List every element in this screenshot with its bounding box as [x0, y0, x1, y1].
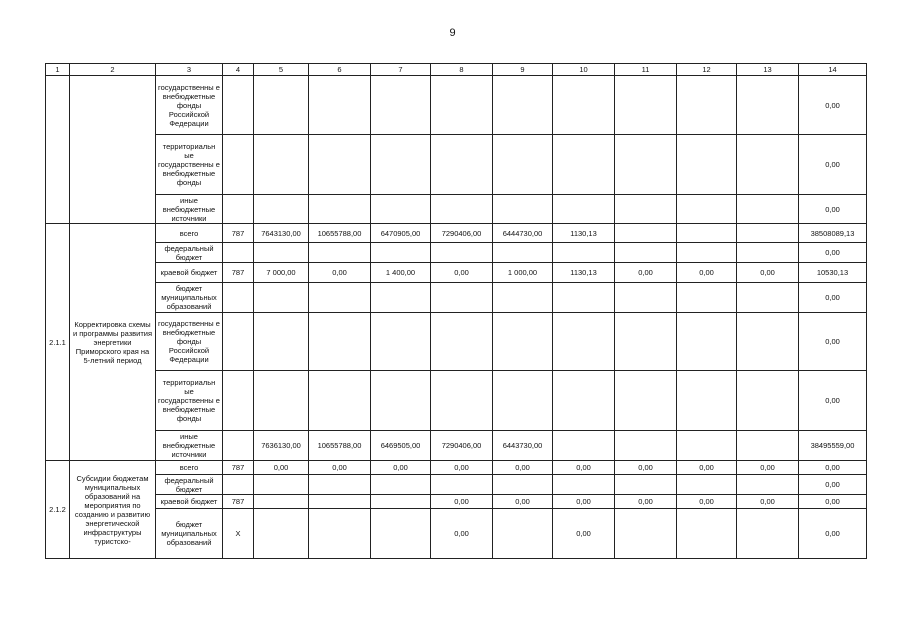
- cell-value: 0,00: [799, 495, 867, 509]
- table-row: [46, 283, 867, 313]
- cell-value: 1130,13: [553, 224, 615, 243]
- cell-value: 0,00: [799, 461, 867, 475]
- cell-value: 0,00: [799, 283, 867, 313]
- cell-value: 7636130,00: [254, 431, 309, 461]
- empty-cell: [46, 76, 70, 224]
- cell-value: 0,00: [799, 76, 867, 135]
- cell-value: 6443730,00: [493, 431, 553, 461]
- table-row: [46, 195, 867, 224]
- item-number: 2.1.1: [46, 224, 70, 461]
- table-row: [46, 135, 867, 195]
- budget-table: [45, 63, 867, 559]
- cell-value: 0,00: [615, 461, 677, 475]
- source-label: территориальн ые государственны е внебюджетные фонды: [156, 371, 223, 431]
- cell-value: 0,00: [737, 495, 799, 509]
- cell-value: 0,00: [431, 263, 493, 283]
- cell-value: 0,00: [553, 509, 615, 559]
- cell-value: 0,00: [493, 461, 553, 475]
- cell-value: 0,00: [431, 495, 493, 509]
- cell-value: 7643130,00: [254, 224, 309, 243]
- cell-value: 1 400,00: [371, 263, 431, 283]
- column-header: 12: [677, 64, 737, 76]
- source-label: государственны е внебюджетные фонды Российской Федерации: [156, 313, 223, 371]
- cell-code: 787: [223, 495, 254, 509]
- cell-code: 787: [223, 224, 254, 243]
- cell-code: X: [223, 509, 254, 559]
- cell-value: 0,00: [553, 461, 615, 475]
- table-row: [46, 371, 867, 431]
- cell-value: 7 000,00: [254, 263, 309, 283]
- cell-value: 0,00: [799, 509, 867, 559]
- table-row: [46, 243, 867, 263]
- table-row: [46, 461, 867, 475]
- table-row: [46, 313, 867, 371]
- cell-value: 38495559,00: [799, 431, 867, 461]
- column-header: 5: [254, 64, 309, 76]
- column-header: 9: [493, 64, 553, 76]
- table-row: [46, 224, 867, 243]
- cell-value: 0,00: [371, 461, 431, 475]
- table-row: [46, 475, 867, 495]
- table-row: [46, 509, 867, 559]
- cell-value: 0,00: [309, 461, 371, 475]
- empty-cell: [70, 76, 156, 224]
- source-label: краевой бюджет: [156, 495, 223, 509]
- column-number-row: [46, 64, 867, 76]
- cell-value: 10655788,00: [309, 224, 371, 243]
- column-header: 3: [156, 64, 223, 76]
- cell-value: 0,00: [254, 461, 309, 475]
- column-header: 4: [223, 64, 254, 76]
- cell-value: 0,00: [615, 495, 677, 509]
- column-header: 6: [309, 64, 371, 76]
- column-header: 8: [431, 64, 493, 76]
- source-label: иные внебюджетные источники: [156, 195, 223, 224]
- cell-value: 0,00: [309, 263, 371, 283]
- cell-value: 0,00: [737, 263, 799, 283]
- source-label: бюджет муниципальных образований: [156, 509, 223, 559]
- cell-value: 0,00: [431, 461, 493, 475]
- item-title: Субсидии бюджетам муниципальных образований на мероприятия по созданию и развитию энергетической инфраструктуры туристско-: [70, 461, 156, 559]
- cell-value: 0,00: [615, 263, 677, 283]
- cell-value: 0,00: [799, 371, 867, 431]
- cell-value: 7290406,00: [431, 431, 493, 461]
- cell-value: 0,00: [431, 509, 493, 559]
- cell-value: 38508089,13: [799, 224, 867, 243]
- source-label: государственны е внебюджетные фонды Российской Федерации: [156, 76, 223, 135]
- source-label: территориальн ые государственны е внебюджетные фонды: [156, 135, 223, 195]
- cell-value: 0,00: [799, 135, 867, 195]
- item-number: 2.1.2: [46, 461, 70, 559]
- column-header: 14: [799, 64, 867, 76]
- cell-value: 0,00: [799, 313, 867, 371]
- item-title: Корректировка схемы и программы развития энергетики Приморского края на 5-летний период: [70, 224, 156, 461]
- source-label: всего: [156, 461, 223, 475]
- cell-value: 1130,13: [553, 263, 615, 283]
- page-number: 9: [449, 27, 456, 39]
- cell-value: 1 000,00: [493, 263, 553, 283]
- source-label: иные внебюджетные источники: [156, 431, 223, 461]
- cell-value: 0,00: [799, 243, 867, 263]
- cell-value: 10655788,00: [309, 431, 371, 461]
- column-header: 11: [615, 64, 677, 76]
- column-header: 1: [46, 64, 70, 76]
- cell-value: 0,00: [737, 461, 799, 475]
- table-row: [46, 263, 867, 283]
- cell-value: 7290406,00: [431, 224, 493, 243]
- column-header: 13: [737, 64, 799, 76]
- cell-value: 0,00: [799, 195, 867, 224]
- source-label: краевой бюджет: [156, 263, 223, 283]
- source-label: бюджет муниципальных образований: [156, 283, 223, 313]
- cell-value: 6469505,00: [371, 431, 431, 461]
- table-row: [46, 431, 867, 461]
- cell-value: 0,00: [677, 263, 737, 283]
- cell-value: 6444730,00: [493, 224, 553, 243]
- table-row: [46, 495, 867, 509]
- cell-code: 787: [223, 461, 254, 475]
- cell-code: 787: [223, 263, 254, 283]
- cell-value: 6470905,00: [371, 224, 431, 243]
- cell-value: 0,00: [553, 495, 615, 509]
- column-header: 10: [553, 64, 615, 76]
- source-label: федеральный бюджет: [156, 243, 223, 263]
- table-row: [46, 76, 867, 135]
- source-label: всего: [156, 224, 223, 243]
- cell-value: 10530,13: [799, 263, 867, 283]
- cell-value: 0,00: [677, 495, 737, 509]
- column-header: 7: [371, 64, 431, 76]
- cell-value: 0,00: [493, 495, 553, 509]
- cell-value: 0,00: [677, 461, 737, 475]
- column-header: 2: [70, 64, 156, 76]
- cell-value: 0,00: [799, 475, 867, 495]
- source-label: федеральный бюджет: [156, 475, 223, 495]
